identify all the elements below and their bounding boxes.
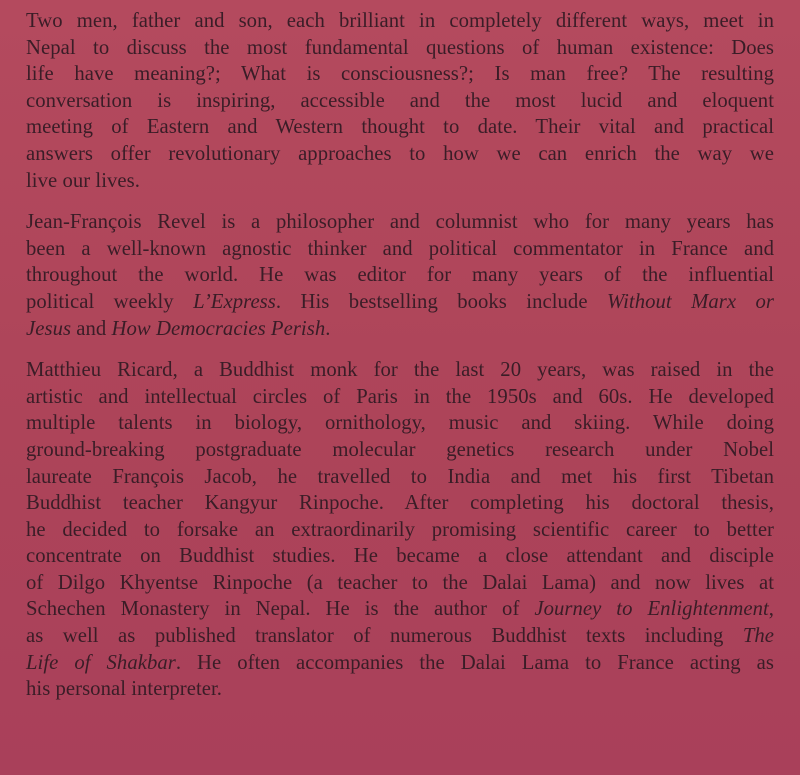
- text-run: and: [71, 317, 112, 340]
- book-title-lexpress: L’Express: [193, 290, 276, 313]
- book-title-journey-to-enlightenment: Journey to Enlightenment: [534, 598, 769, 621]
- text-line: Nepal to discuss the most fundamental questions of human existence: Does: [26, 36, 774, 59]
- book-title-life-of-shakbar: The: [742, 625, 774, 648]
- text-line: life have meaning?; What is consciousness?; Is man free? The resulting: [26, 63, 774, 86]
- text-line: conversation is inspiring, accessible and the most lucid and eloquent: [26, 89, 774, 112]
- text-line: throughout the world. He was editor for many years of the influential: [26, 264, 774, 287]
- text-line: concentrate on Buddhist studies. He became a close attendant and disciple: [26, 545, 774, 568]
- blurb-paragraph-ricard-bio: [26, 357, 774, 703]
- text-line: of Dilgo Khyentse Rinpoche (a teacher to the Dalai Lama) and now lives at: [26, 571, 774, 594]
- text-line: Matthieu Ricard, a Buddhist monk for the last 20 years, was raised in the: [26, 359, 774, 382]
- text-run: .: [325, 317, 331, 340]
- blurb-paragraph-revel-bio: [26, 209, 774, 342]
- text-line: artistic and intellectual circles of Paris in the 1950s and 60s. He developed: [26, 385, 774, 408]
- text-line: answers offer revolutionary approaches to how we can enrich the way we: [26, 142, 774, 165]
- text-run: Schechen Monastery in Nepal. He is the author of: [26, 598, 535, 621]
- book-title-life-of-shakbar-cont: Life of Shakbar: [26, 651, 176, 674]
- text-line: meeting of Eastern and Western thought to date. Their vital and practical: [26, 116, 774, 139]
- blurb-paragraph-summary: [26, 8, 774, 194]
- text-line: [26, 289, 774, 316]
- text-line: [26, 596, 774, 623]
- text-line: Jean-François Revel is a philosopher and columnist who for many years has: [26, 211, 774, 234]
- text-line: laureate François Jacob, he travelled to India and met his first Tibetan: [26, 465, 774, 488]
- text-line: [26, 316, 774, 343]
- text-line: live our lives.: [26, 169, 140, 192]
- text-line: Two men, father and son, each brilliant in completely different ways, meet in: [26, 10, 774, 32]
- book-title-without-marx-cont: Jesus: [26, 317, 72, 340]
- text-line: his personal interpreter.: [26, 678, 222, 701]
- text-line: Buddhist teacher Kangyur Rinpoche. After completing his doctoral thesis,: [26, 492, 774, 515]
- text-line: [26, 650, 774, 677]
- text-line: he decided to forsake an extraordinarily promising scientific career to better: [26, 518, 774, 541]
- text-run: ,: [768, 598, 774, 621]
- book-title-without-marx: Without Marx or: [606, 290, 774, 313]
- text-run: political weekly: [26, 290, 194, 313]
- text-run: . His bestselling books include: [275, 290, 607, 313]
- book-title-how-democracies-perish: How Democracies Perish: [111, 317, 326, 340]
- text-run: as well as published translator of numerous Buddhist texts including: [26, 625, 743, 648]
- text-run: . He often accompanies the Dalai Lama to France acting as: [175, 651, 774, 674]
- text-line: multiple talents in biology, ornithology, music and skiing. While doing: [26, 412, 774, 435]
- text-line: [26, 623, 774, 650]
- text-line: ground-breaking postgraduate molecular genetics research under Nobel: [26, 438, 774, 461]
- text-line: been a well-known agnostic thinker and political commentator in France and: [26, 237, 774, 260]
